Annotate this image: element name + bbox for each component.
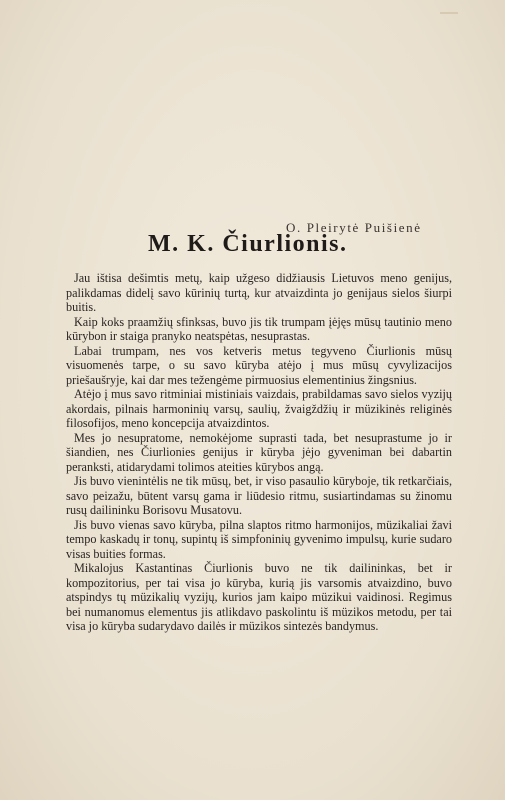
paragraph: Jau ištisa dešimtis metų, kaip užgeso didžiausis Lietuvos meno genijus, palikdamas didelį savo kūrinių turtą, kur atvaizdinta jo genijaus sielos šiurpi buitis. [66, 271, 452, 314]
paragraph: Kaip koks praamžių sfinksas, buvo jis tik trumpam įėjęs mūsų tautinio meno kūrybon ir staiga pranyko neatspėtas, nesuprastas. [66, 314, 452, 343]
paragraph: Mes jo nesupratome, nemokėjome suprasti tada, bet nesuprastume jo ir šiandien, nes Čiurlionies genijus ir kūryba jėjo gyveniman bei dabartin peranksti, atidarydami tolimos ateities kūrybos angą. [66, 430, 452, 474]
article-body [66, 271, 452, 634]
paragraph: Jis buvo vienintėlis ne tik mūsų, bet, ir viso pasaulio kūryboje, tik retkarčiais, savo peizažu, būtent varsų gama ir liūdesio ritmu, susiartindamas su žinomu rusų dailininku Borisovu Musatovu. [66, 474, 452, 517]
article-title: M. K. Čiurlionis. [148, 231, 348, 257]
paragraph: Labai trumpam, nes vos ketveris metus tegyveno Čiurlionis mūsų visuomenės tarpe, o su savo kūryba atėjo į mus mūsų cyvylizacijos priešaušryje, kai dar mes težengėme pirmuosius elementinius žingsnius. [66, 343, 452, 387]
page-stain [440, 12, 458, 14]
paragraph: Atėjo į mus savo ritminiai mistiniais vaizdais, prabildamas savo sielos vyzijų akordais, pilnais harmoninių varsų, saulių, žvaigždžių ir müzikinės religinės filosofijos, meno koncepcija atvaizdintos. [66, 387, 452, 430]
paragraph: Jis buvo vienas savo kūryba, pilna slaptos ritmo harmonijos, müzikaliai žavi tempo kaskadų ir tonų, supintų iš simpfoninių gyvenimo impulsų, kurie sudaro visas buities formas. [66, 517, 452, 561]
article-author: O. Pleirytė Puišienė [286, 220, 422, 235]
paragraph: Mikalojus Kastantinas Čiurlionis buvo ne tik dailininkas, bet ir kompozitorius, per tai visa jo kūryba, kurią jis varsomis atvaizdino, buvo atspindys tų müzikalių vyzijų, kurios jam kaipo müzikui vaidinosi. Regimus bei numanomus elementus jis atlikdavo paskolintu iš müzikos metodu, per tai visa jo kūryba sudarydavo dailės ir müzikos sintezės bandymus. [66, 561, 452, 633]
